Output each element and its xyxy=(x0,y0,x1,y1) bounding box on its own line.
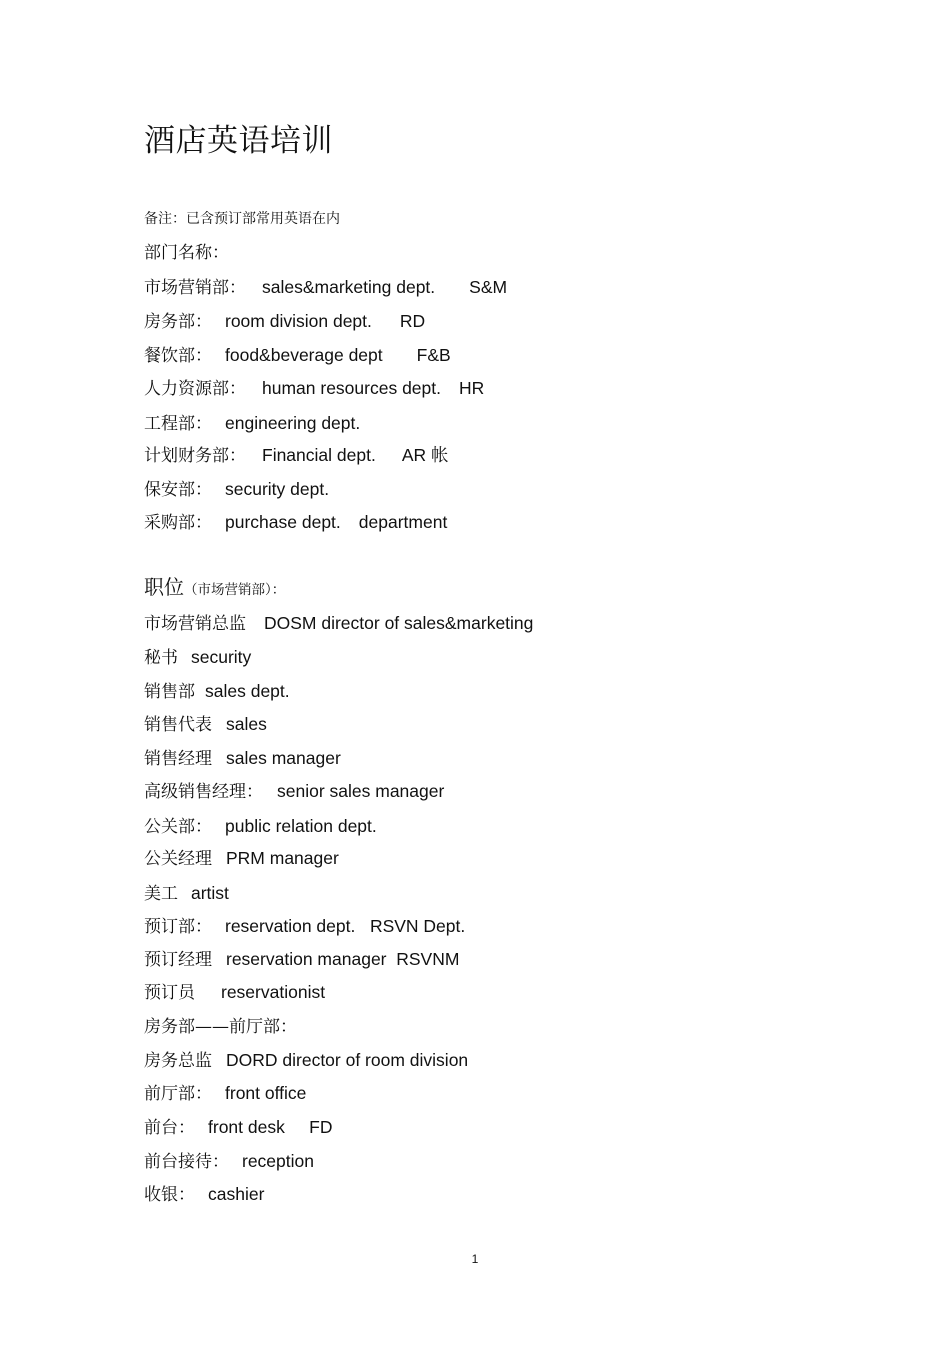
department-en: sales&marketing dept. xyxy=(262,277,436,297)
position-en: front office xyxy=(225,1083,307,1103)
position-row xyxy=(144,947,459,972)
position-row xyxy=(144,881,229,906)
position-zh: 美工 xyxy=(144,884,178,904)
position-en: sales xyxy=(226,714,267,734)
departments-heading: 部门名称： xyxy=(144,243,229,263)
position-zh: 公关经理 xyxy=(144,849,212,869)
position-en: cashier xyxy=(208,1184,265,1204)
document-note: 备注：已含预订部常用英语在内 xyxy=(144,211,340,227)
position-row xyxy=(144,746,341,771)
department-abbr: HR xyxy=(459,378,485,398)
position-zh: 前厅部： xyxy=(144,1084,212,1104)
position-zh: 前台： xyxy=(144,1118,195,1138)
department-zh: 采购部： xyxy=(144,513,212,533)
position-en: reservationist xyxy=(221,982,326,1002)
department-en: food&beverage dept xyxy=(225,345,383,365)
positions-heading-row xyxy=(144,575,285,602)
position-en: DOSM director of sales&marketing xyxy=(264,613,534,633)
position-row xyxy=(144,1081,306,1106)
position-zh: 房务部——前厅部： xyxy=(144,1017,297,1037)
department-row xyxy=(144,376,484,401)
position-en: front desk FD xyxy=(208,1117,333,1137)
positions-subheading: （市场营销部）： xyxy=(184,582,286,598)
position-en: artist xyxy=(191,883,229,903)
positions-heading: 职位 xyxy=(144,575,184,599)
position-zh: 收银： xyxy=(144,1185,195,1205)
department-zh: 保安部： xyxy=(144,480,212,500)
department-zh: 餐饮部： xyxy=(144,346,212,366)
department-abbr: department xyxy=(358,512,448,532)
department-row xyxy=(144,411,360,436)
position-row xyxy=(144,846,339,871)
department-en: room division dept. xyxy=(225,311,372,331)
position-en: reservation manager RSVNM xyxy=(226,949,460,969)
position-row xyxy=(144,1182,264,1207)
department-abbr: AR 帐 xyxy=(401,445,449,465)
position-zh: 预订部： xyxy=(144,917,212,937)
position-zh: 销售部 xyxy=(144,682,195,702)
department-row xyxy=(144,443,449,468)
position-zh: 预订经理 xyxy=(144,950,212,970)
position-zh: 前台接待： xyxy=(144,1152,229,1172)
position-en: public relation dept. xyxy=(225,816,377,836)
position-row xyxy=(144,814,377,839)
department-zh: 工程部： xyxy=(144,414,212,434)
position-en: DORD director of room division xyxy=(226,1050,469,1070)
department-abbr: F&B xyxy=(416,345,451,365)
department-row xyxy=(144,275,507,300)
position-zh: 预订员 xyxy=(144,983,195,1003)
position-en: reception xyxy=(242,1151,314,1171)
position-row xyxy=(144,1115,332,1140)
position-row xyxy=(144,679,290,704)
page-number: 1 xyxy=(471,1252,479,1266)
department-abbr: S&M xyxy=(469,277,508,297)
position-row xyxy=(144,1048,468,1073)
position-en: security xyxy=(191,647,252,667)
department-abbr: RD xyxy=(399,311,426,331)
department-zh: 人力资源部： xyxy=(144,379,246,399)
position-en: sales manager xyxy=(226,748,341,768)
document-title: 酒店英语培训 xyxy=(144,123,333,159)
position-zh: 房务总监 xyxy=(144,1051,212,1071)
position-row xyxy=(144,1014,297,1039)
department-en: Financial dept. xyxy=(262,445,376,465)
position-en: PRM manager xyxy=(226,848,339,868)
position-row xyxy=(144,980,325,1005)
position-zh: 销售经理 xyxy=(144,749,212,769)
position-row xyxy=(144,779,444,804)
position-zh: 公关部： xyxy=(144,817,212,837)
position-row xyxy=(144,712,267,737)
position-zh: 销售代表 xyxy=(144,715,212,735)
position-zh: 高级销售经理： xyxy=(144,782,263,802)
department-en: purchase dept. xyxy=(225,512,341,532)
position-row xyxy=(144,611,533,636)
department-row xyxy=(144,477,329,502)
department-zh: 市场营销部： xyxy=(144,278,246,298)
department-en: engineering dept. xyxy=(225,413,361,433)
department-en: security dept. xyxy=(225,479,330,499)
department-row xyxy=(144,343,451,368)
position-en: sales dept. xyxy=(205,681,290,701)
position-row xyxy=(144,1149,314,1174)
department-zh: 计划财务部： xyxy=(144,446,246,466)
position-en: reservation dept. RSVN Dept. xyxy=(225,916,466,936)
position-row xyxy=(144,914,465,939)
department-row xyxy=(144,309,425,334)
department-row xyxy=(144,510,447,535)
position-zh: 秘书 xyxy=(144,648,178,668)
department-zh: 房务部： xyxy=(144,312,212,332)
department-en: human resources dept. xyxy=(262,378,441,398)
position-en: senior sales manager xyxy=(277,781,445,801)
position-row xyxy=(144,645,251,670)
position-zh: 市场营销总监 xyxy=(144,614,246,634)
